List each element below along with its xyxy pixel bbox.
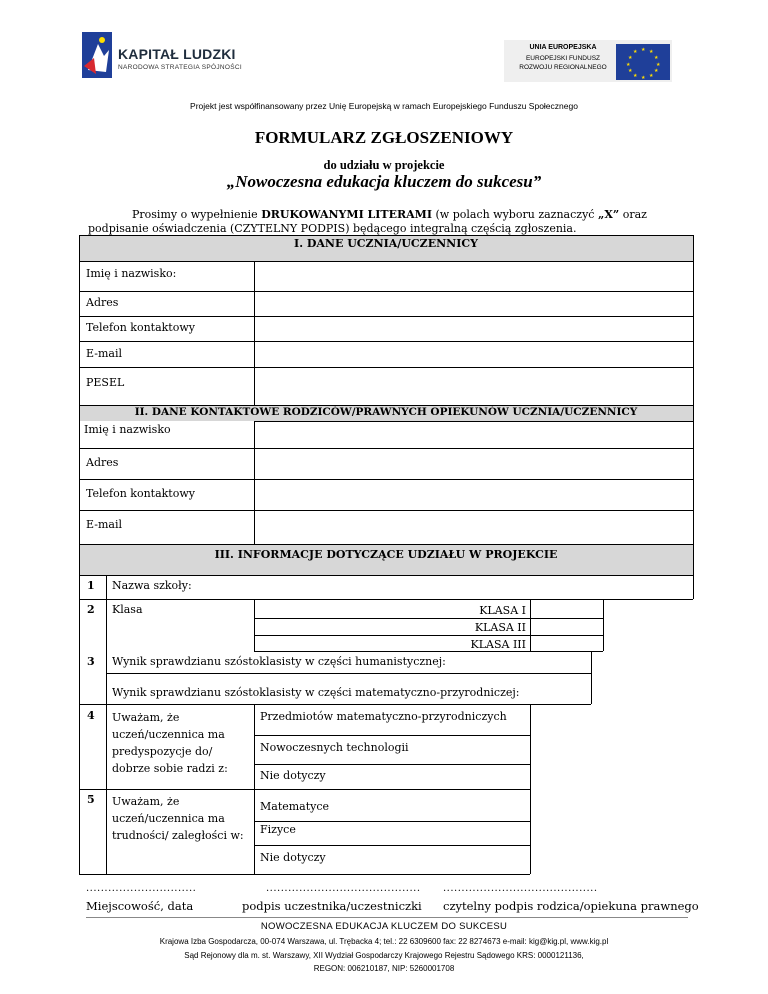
class-2-checkbox[interactable] — [531, 619, 602, 634]
svg-text:★: ★ — [633, 49, 638, 55]
section2-header: II. DANE KONTAKTOWE RODZICÓW/PRAWNYCH OPIEKUNÓW UCZNIA/UCZENNICY — [134, 406, 638, 418]
footer-divider — [86, 917, 688, 918]
intro-line2: podpisanie oświadczenia (CZYTELNY PODPIS) będącego integralną częścią zgłoszenia. — [88, 222, 577, 235]
s2-phone-field[interactable] — [255, 480, 692, 509]
s1-email-field[interactable] — [255, 342, 692, 366]
cofinance-note: Projekt jest współfinansowany przez Unię Europejską w ramach Europejskiego Funduszu Społecznego — [190, 101, 578, 111]
s1-row-name: Imię i nazwisko: — [86, 267, 177, 280]
svg-text:★: ★ — [633, 73, 638, 79]
svg-text:★: ★ — [641, 75, 646, 81]
q1-number: 1 — [87, 579, 95, 592]
q4-label-1: Uważam, że — [112, 711, 180, 724]
q4-label-3: predyspozycje do/ — [112, 745, 213, 758]
eu-line3: ROZWOJU REGIONALNEGO — [519, 64, 607, 71]
svg-text:★: ★ — [641, 47, 646, 53]
svg-text:★: ★ — [628, 55, 633, 61]
place-date-dots: .............................. — [86, 883, 197, 894]
q3-number: 3 — [87, 655, 95, 668]
q1-label: Nazwa szkoły: — [112, 579, 192, 592]
place-date-label: Miejscowość, data — [86, 899, 194, 913]
section1-header: I. DANE UCZNIA/UCZENNICY — [294, 237, 478, 250]
section3-header: III. INFORMACJE DOTYCZĄCE UDZIAŁU W PROJEKCIE — [214, 548, 558, 561]
footer-line3: REGON: 006210187, NIP: 5260001708 — [313, 964, 455, 973]
s2-row-email: E-mail — [86, 518, 122, 531]
s1-pesel-field[interactable] — [255, 368, 692, 404]
parent-signature-dots[interactable]: .......................................... — [443, 883, 598, 894]
q2-label: Klasa — [112, 603, 143, 616]
q5-label-3: trudności/ zaległości w: — [112, 829, 244, 842]
q4-label-4: dobrze sobie radzi z: — [112, 762, 228, 775]
class-1-checkbox[interactable] — [531, 600, 602, 617]
svg-text:★: ★ — [628, 68, 633, 74]
student-signature-dots[interactable]: .......................................... — [266, 883, 421, 894]
footer-line2: Sąd Rejonowy dla m. st. Warszawy, XII Wydział Gospodarczy Krajowego Rejestru Sądowego KRS: 0000121136, — [184, 951, 584, 960]
q5-option-2: Fizyce — [260, 823, 296, 836]
s1-name-field[interactable] — [255, 262, 692, 290]
kl-subtitle: NARODOWA STRATEGIA SPÓJNOŚCI — [118, 64, 242, 71]
svg-text:★: ★ — [654, 68, 659, 74]
eu-line1: UNIA EUROPEJSKA — [529, 44, 597, 51]
kl-title: KAPITAŁ LUDZKI — [118, 46, 236, 62]
q5-option-1: Matematyce — [260, 800, 330, 813]
s2-row-phone: Telefon kontaktowy — [86, 487, 195, 500]
svg-text:★: ★ — [649, 49, 654, 55]
s1-row-email: E-mail — [86, 347, 122, 360]
q4-label-2: uczeń/uczennica ma — [112, 728, 225, 741]
s2-row-name: Imię i nazwisko — [84, 423, 171, 436]
svg-text:★: ★ — [656, 62, 661, 68]
class-3-label: KLASA III — [470, 638, 526, 651]
project-name: „Nowoczesna edukacja kluczem do sukcesu” — [226, 172, 542, 191]
q3-math-label: Wynik sprawdzianu szóstoklasisty w części matematyczno-przyrodniczej: — [112, 686, 520, 699]
q4-option-2-checkbox[interactable] — [531, 736, 591, 763]
q4-option-3: Nie dotyczy — [260, 769, 326, 782]
class-2-label: KLASA II — [474, 621, 526, 634]
s1-phone-field[interactable] — [255, 317, 692, 340]
q5-option-3: Nie dotyczy — [260, 851, 326, 864]
q5-label-2: uczeń/uczennica ma — [112, 812, 225, 825]
svg-text:★: ★ — [654, 55, 659, 61]
footer-title: NOWOCZESNA EDUKACJA KLUCZEM DO SUKCESU — [260, 921, 508, 932]
q5-option-3-checkbox[interactable] — [531, 846, 591, 873]
s2-name-field[interactable] — [255, 422, 692, 447]
q4-number: 4 — [87, 709, 95, 722]
class-1-label: KLASA I — [479, 604, 526, 617]
q3-humanities-label: Wynik sprawdzianu szóstoklasisty w części humanistycznej: — [112, 655, 446, 668]
s2-row-address: Adres — [86, 456, 119, 469]
q5-label-1: Uważam, że — [112, 795, 180, 808]
q3-humanities-score[interactable] — [592, 652, 692, 672]
form-title: FORMULARZ ZGŁOSZENIOWY — [254, 128, 514, 147]
q4-option-1: Przedmiotów matematyczno-przyrodniczych — [260, 710, 507, 723]
q3-math-score[interactable] — [592, 674, 692, 703]
class-3-checkbox[interactable] — [531, 636, 602, 650]
parent-signature-label: czytelny podpis rodzica/opiekuna prawnego — [443, 899, 699, 913]
svg-text:★: ★ — [626, 62, 631, 68]
s1-address-field[interactable] — [255, 292, 692, 315]
s1-row-address: Adres — [86, 296, 119, 309]
form-subtitle: do udziału w projekcie — [323, 158, 445, 172]
svg-text:★: ★ — [649, 73, 654, 79]
student-signature-label: podpis uczestnika/uczestniczki — [242, 899, 422, 913]
q4-option-1-checkbox[interactable] — [531, 705, 591, 734]
q2-number: 2 — [87, 603, 95, 616]
q5-option-1-checkbox[interactable] — [531, 790, 591, 820]
q1-school-field[interactable] — [255, 576, 692, 598]
s2-address-field[interactable] — [255, 449, 692, 478]
s1-row-pesel: PESEL — [86, 376, 125, 389]
q5-option-2-checkbox[interactable] — [531, 822, 591, 844]
s2-email-field[interactable] — [255, 511, 692, 543]
footer-line1: Krajowa Izba Gospodarcza, 00-074 Warszawa, ul. Trębacka 4; tel.: 22 6309600 fax: 22 8274673 e-mail: kig@kig.pl, www.kig.pl — [159, 937, 609, 946]
q4-option-2: Nowoczesnych technologii — [260, 741, 409, 754]
eu-line2: EUROPEJSKI FUNDUSZ — [525, 55, 601, 62]
s1-row-phone: Telefon kontaktowy — [86, 321, 195, 334]
q5-number: 5 — [87, 793, 95, 806]
intro-line1: Prosimy o wypełnienie DRUKOWANYMI LITERAMI (w polach wyboru zaznaczyć „X” oraz — [132, 208, 647, 221]
q4-option-3-checkbox[interactable] — [531, 765, 591, 788]
